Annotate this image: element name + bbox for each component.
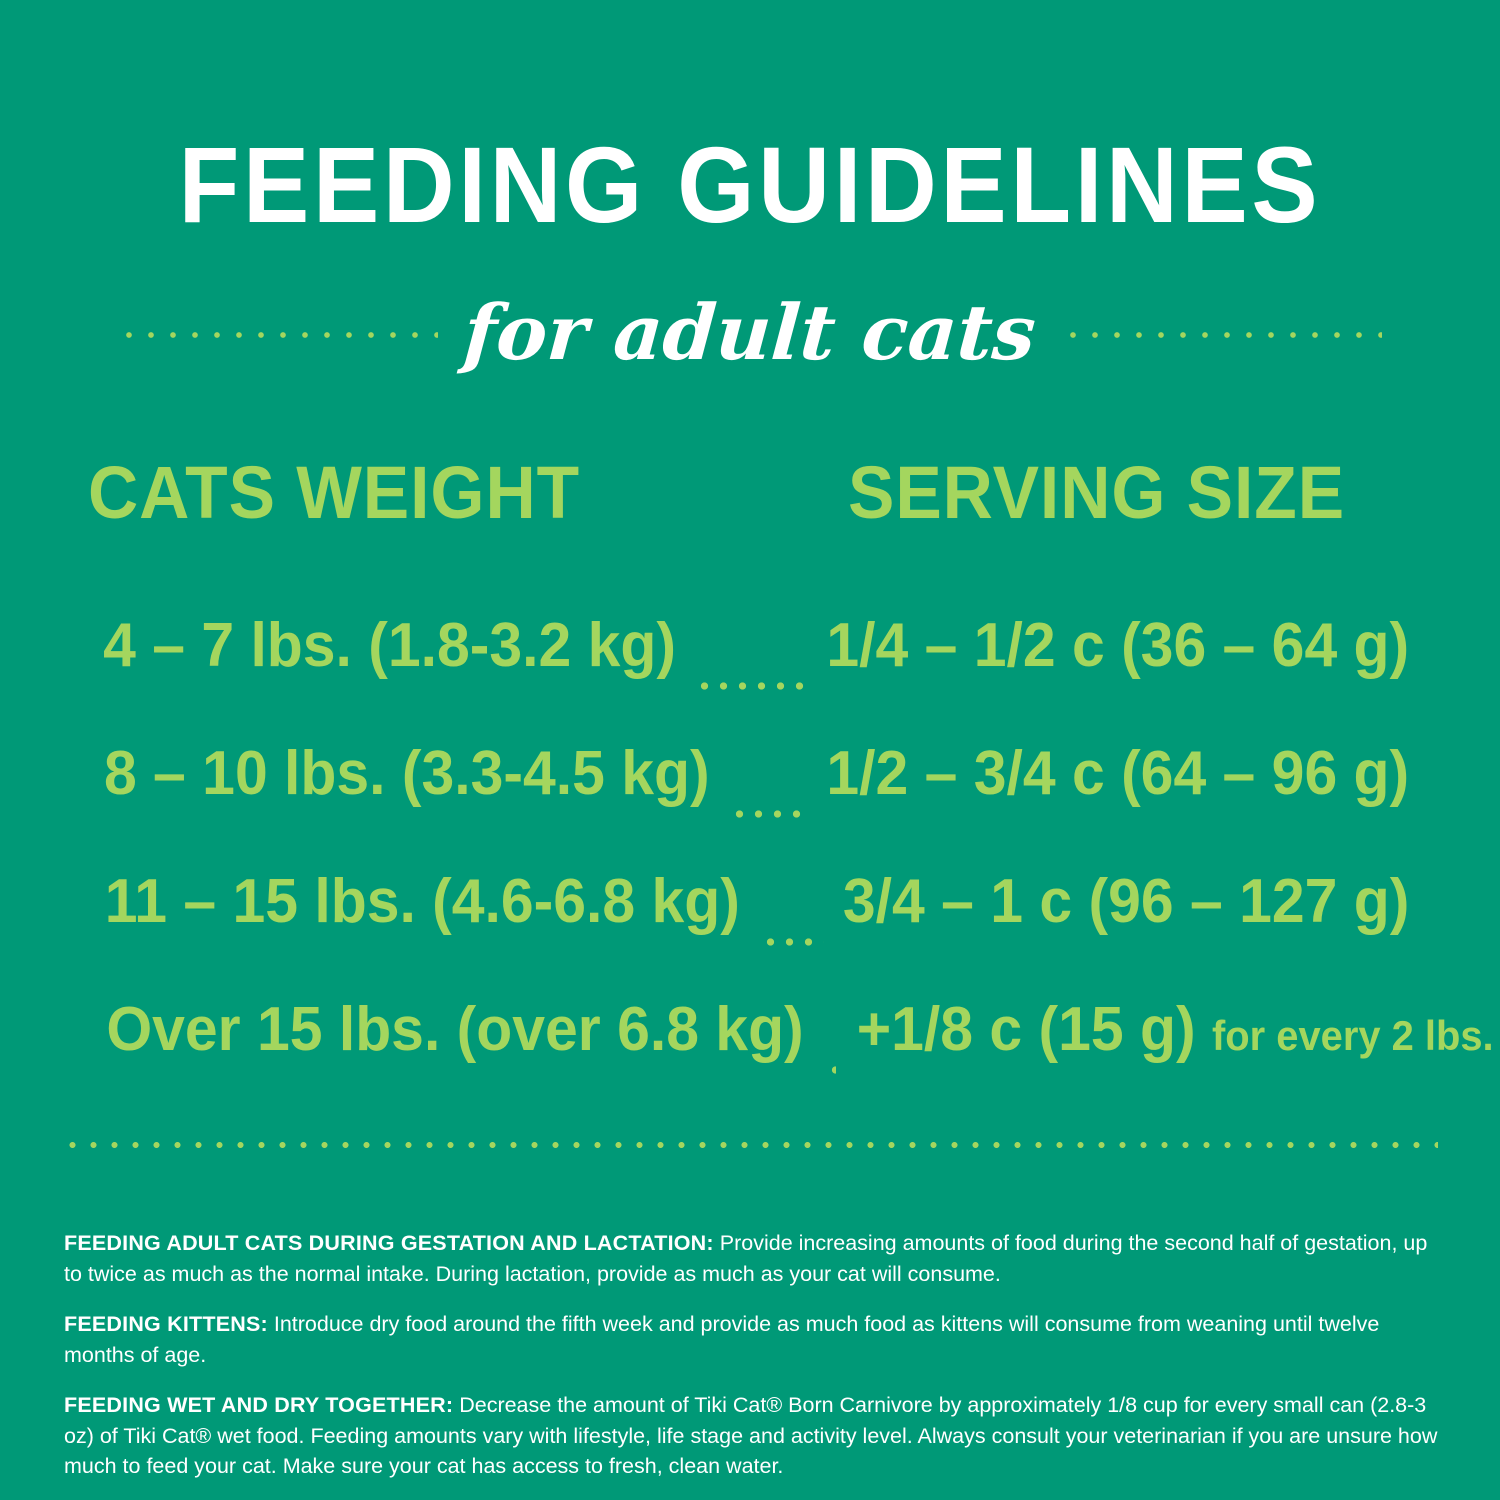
row-serving <box>857 994 1494 1065</box>
page-subtitle: for adult cats <box>461 287 1039 377</box>
column-header-weight: CATS WEIGHT <box>88 451 581 534</box>
note-gestation-lactation <box>64 1228 1438 1289</box>
leader-dots <box>826 1065 836 1075</box>
table-row <box>88 866 1424 994</box>
subtitle-row <box>0 272 1500 392</box>
table-row <box>88 610 1424 738</box>
note-text: Decrease the amount of Tiki Cat® Born Carnivore by approximately 1/8 cup for every small can (2.8-3 oz) of Tiki Cat® wet food. Feeding amounts vary with lifestyle, life stage and activity level. Always consult your veterinarian if you are unsure how much to feed your cat. Make sure your cat has access to fresh, clean water. <box>64 1393 1438 1479</box>
feeding-table <box>88 610 1494 1122</box>
table-row <box>88 994 1494 1122</box>
row-serving-suffix: for every 2 lbs. <box>1212 1012 1494 1059</box>
row-weight: Over 15 lbs. (over 6.8 kg) <box>106 995 804 1064</box>
note-label: FEEDING WET AND DRY TOGETHER: <box>64 1393 454 1418</box>
note-wet-and-dry <box>64 1390 1438 1482</box>
table-column-headers <box>88 450 1418 535</box>
leader-dots <box>695 681 806 691</box>
note-text: Introduce dry food around the fifth week and provide as much food as kittens will consume from weaning until twelve months of age. <box>64 1312 1380 1367</box>
row-serving: 1/4 – 1/2 c (36 – 64 g) <box>825 611 1409 680</box>
notes-section <box>64 1228 1438 1482</box>
row-weight: 4 – 7 lbs. (1.8-3.2 kg) <box>103 611 676 680</box>
leader-dots <box>730 809 807 819</box>
note-text: Provide increasing amounts of food during the second half of gestation, up to twice as much as the normal intake. During lactation, provide as much as your cat will consume. <box>64 1231 1428 1286</box>
note-kittens <box>64 1309 1438 1370</box>
section-divider <box>62 1140 1438 1150</box>
row-serving-value: +1/8 c (15 g) <box>856 995 1196 1064</box>
leader-dots <box>761 937 824 947</box>
column-header-serving: SERVING SIZE <box>848 451 1346 534</box>
dotted-rule-left <box>118 330 438 340</box>
row-serving: 3/4 – 1 c (96 – 127 g) <box>842 867 1410 936</box>
row-serving: 1/2 – 3/4 c (64 – 96 g) <box>825 739 1409 808</box>
note-label: FEEDING KITTENS: <box>64 1312 268 1337</box>
note-label: FEEDING ADULT CATS DURING GESTATION AND LACTATION: <box>64 1231 714 1255</box>
row-weight: 8 – 10 lbs. (3.3-4.5 kg) <box>103 739 710 808</box>
table-row <box>88 738 1424 866</box>
page-title: FEEDING GUIDELINES <box>178 124 1322 245</box>
dotted-rule-right <box>1062 330 1382 340</box>
row-weight: 11 – 15 lbs. (4.6-6.8 kg) <box>104 867 740 936</box>
